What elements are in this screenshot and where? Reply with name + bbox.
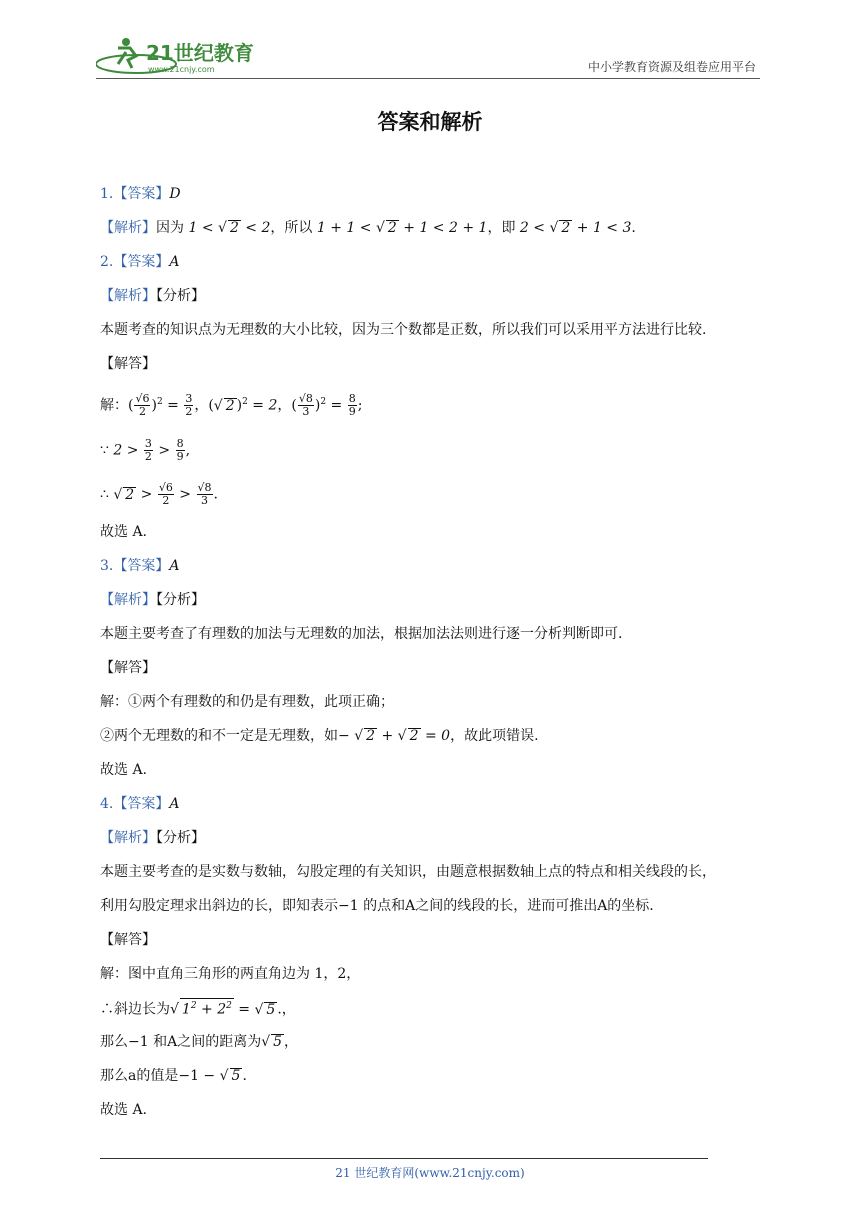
q3-conclusion: 故选 A. bbox=[100, 762, 148, 778]
q3-analysis-label: 【解析】【分析】 bbox=[100, 592, 205, 608]
q4-fenxi-line1: 本题主要考查的是实数与数轴，勾股定理的有关知识，由题意根据数轴上点的特点和相关线段的长， bbox=[100, 864, 716, 880]
page-header bbox=[96, 30, 760, 79]
q1-analysis-line: 【解析】因为 1 < √ 2 < 2，所以 1 + 1 < √ 2 + 1 < 2 + 1，即 2 < √ 2 + 1 < 3. bbox=[100, 220, 636, 236]
q2-fenxi-text: 本题考查的知识点为无理数的大小比较，因为三个数都是正数，所以我们可以采用平方法进行比较. bbox=[100, 322, 707, 338]
q2-analysis-label: 【解析】【分析】 bbox=[100, 288, 205, 304]
q3-answer-line: 3.【答案】A bbox=[100, 558, 180, 574]
q2-conclusion: 故选 A. bbox=[100, 524, 148, 540]
footer-divider bbox=[100, 1158, 708, 1159]
header-platform-text: 中小学教育资源及组卷应用平台 bbox=[587, 60, 756, 74]
q4-fenxi-line2: 利用勾股定理求出斜边的长，即知表示−1 的点和A之间的线段的长，进而可推出A的坐标. bbox=[100, 898, 654, 914]
q4-analysis-label: 【解析】【分析】 bbox=[100, 830, 205, 846]
q4-solution-line2: ∴斜边长为√ $1^2 + 2^2$ = √ 5 .， bbox=[100, 998, 296, 1020]
q3-fenxi-text: 本题主要考查了有理数的加法与无理数的加法，根据加法法则进行逐一分析判断即可. bbox=[100, 626, 623, 642]
q2-solution-line3: ∴ √ 2 > $\frac{√6}{2}$ > $\frac{√8}{3}$ . bbox=[100, 481, 218, 507]
page-footer: 21 世纪教育网(www.21cnjy.com) bbox=[335, 1166, 525, 1180]
q1-answer-line: 1.【答案】D bbox=[100, 186, 181, 202]
q2-answer-line: 2.【答案】A bbox=[100, 254, 180, 270]
q3-solution-line2: ②两个无理数的和不一定是无理数，如− √ 2 + √ 2 = 0，故此项错误. bbox=[100, 728, 539, 744]
q4-conclusion: 故选 A. bbox=[100, 1102, 148, 1118]
q4-solution-line1: 解：图中直角三角形的两直角边为 1，2， bbox=[100, 966, 361, 982]
site-logo bbox=[96, 34, 256, 76]
q4-answer-line: 4.【答案】A bbox=[100, 796, 180, 812]
svg-text:www.21cnjy.com: www.21cnjy.com bbox=[148, 65, 215, 74]
page-title: 答案和解析 bbox=[377, 110, 483, 134]
q3-solution-line1: 解：①两个有理数的和仍是有理数，此项正确； bbox=[100, 694, 394, 710]
q4-solution-line4: 那么a的值是−1 − √ 5 . bbox=[100, 1068, 247, 1084]
q2-jieda-label: 【解答】 bbox=[100, 356, 156, 372]
q2-solution-line1: 解：( $\frac{√6}{2}$ )$^2$ = $\frac{3}{2}$ ，(√ 2 )$^2$ = 2，( $\frac{√8}{3}$ )$^2$ = $\frac{8}{9}$ ; bbox=[100, 392, 363, 419]
q3-jieda-label: 【解答】 bbox=[100, 660, 156, 676]
svg-text:21世纪教育: 21世纪教育 bbox=[146, 41, 254, 65]
q4-jieda-label: 【解答】 bbox=[100, 932, 156, 948]
q2-solution-line2: ∵ 2 > $\frac{3}{2}$ > $\frac{8}{9}$ , bbox=[100, 437, 191, 463]
q4-solution-line3: 那么−1 和A之间的距离为√ 5 ， bbox=[100, 1034, 299, 1050]
